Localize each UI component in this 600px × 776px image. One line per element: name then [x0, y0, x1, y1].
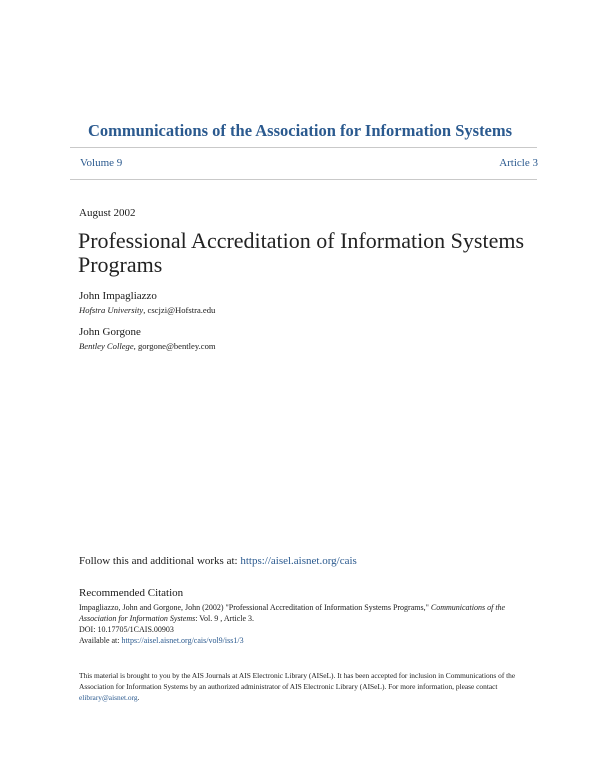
volume-link[interactable]: Volume 9: [80, 157, 123, 169]
follow-link[interactable]: https://aisel.aisnet.org/cais: [240, 555, 357, 567]
available-label: Available at:: [79, 636, 122, 645]
citation-volume: : Vol. 9 , Article 3.: [195, 614, 255, 623]
author-name: John Impagliazzo: [79, 290, 157, 302]
recommended-citation-heading: Recommended Citation: [79, 587, 184, 599]
footer-note: [79, 670, 529, 703]
journal-title[interactable]: Communications of the Association for Information Systems: [87, 121, 513, 140]
citation-doi: DOI: 10.17705/1CAIS.00903: [79, 625, 174, 634]
follow-text: Follow this and additional works at:: [79, 555, 241, 567]
paper-title: Professional Accreditation of Information Systems Programs: [78, 228, 525, 277]
author-email: , cscjzi@Hofstra.edu: [143, 305, 216, 315]
article-link[interactable]: Article 3: [499, 157, 538, 169]
citation-block: [79, 602, 529, 646]
author-email: , gorgone@bentley.com: [133, 341, 216, 351]
author-affiliation: [79, 341, 216, 351]
contact-email-link[interactable]: elibrary@aisnet.org: [79, 693, 138, 702]
citation-text: Impagliazzo, John and Gorgone, John (2002) "Professional Accreditation of Information Systems Programs,": [79, 603, 431, 612]
header-divider-top: [70, 147, 537, 148]
affiliation-name: Bentley College: [79, 341, 134, 351]
footer-note-text: This material is brought to you by the AIS Journals at AIS Electronic Library (AISeL). It has been accepted for inclusion in Communications of the Association for Information Systems by an authorized administrator of AIS Electronic Library (AISeL). For more information, please contact: [79, 671, 516, 691]
author-affiliation: [79, 305, 215, 315]
footer-note-end: .: [137, 693, 140, 702]
publication-date: August 2002: [79, 207, 136, 219]
header-divider-bottom: [70, 179, 537, 180]
affiliation-name: Hofstra University: [79, 305, 144, 315]
author-name: John Gorgone: [79, 326, 141, 338]
follow-line: [79, 555, 357, 567]
citation-journal: Communications of the Association for Information Systems: [79, 603, 506, 623]
available-link[interactable]: https://aisel.aisnet.org/cais/vol9/iss1/3: [121, 636, 244, 645]
